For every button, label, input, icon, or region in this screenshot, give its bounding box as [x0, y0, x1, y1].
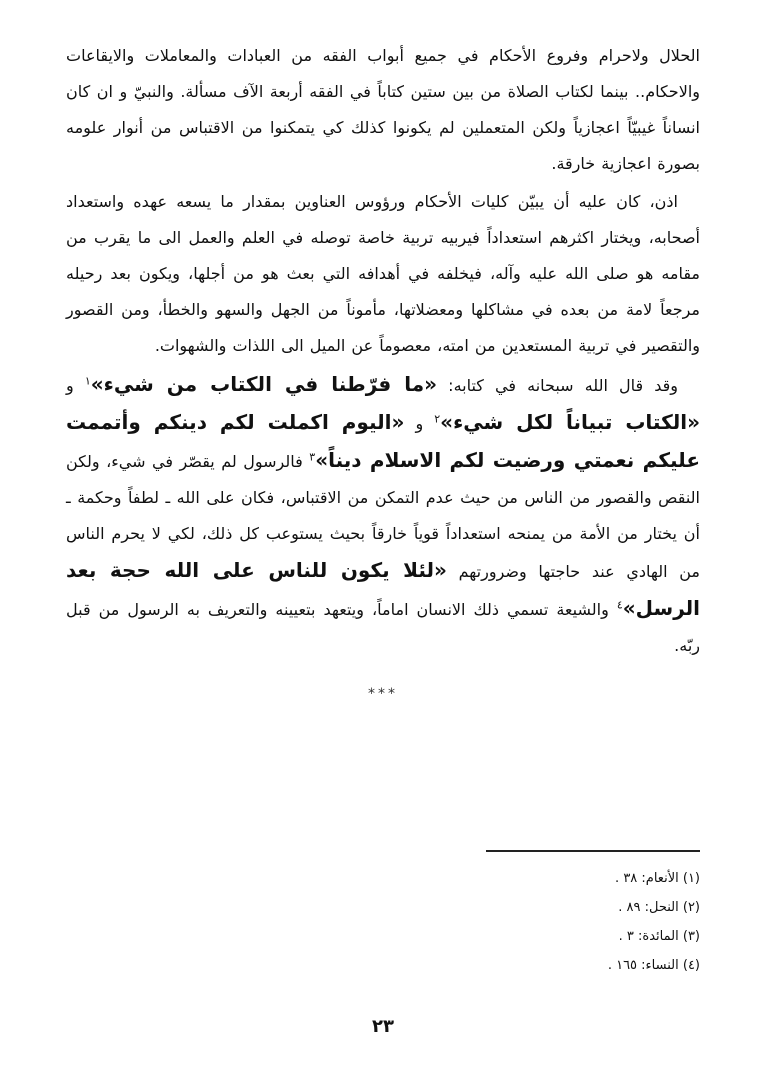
- footnote-ref: ٤: [616, 598, 623, 612]
- paragraph-3: [66, 366, 700, 664]
- quran-quote: «ما فرّطنا في الكتاب من شيء»: [90, 372, 438, 396]
- quran-quote: «لئلا يكون للناس على الله حجة بعد الرسل»: [66, 558, 700, 620]
- text-run: والشيعة تسمي ذلك الانسان اماماً، ويتعهد بتعيينه والتعريف به الرسول من قبل ربّه.: [66, 600, 700, 655]
- quran-quote: «الكتاب تبياناً لكل شيء»: [440, 410, 701, 434]
- text-run: وقد قال الله سبحانه في كتابه:: [437, 376, 679, 395]
- footnote: (٣) المائدة: ٣ .: [618, 929, 700, 944]
- footnote-divider: [486, 850, 700, 852]
- footnote-ref: ١: [84, 374, 91, 388]
- footnote-ref: ٢: [434, 412, 441, 426]
- section-separator: ***: [368, 686, 398, 702]
- footnote: (٤) النساء: ١٦٥ .: [607, 958, 700, 973]
- page-number: ٢٣: [372, 1016, 394, 1037]
- page-body: [66, 38, 701, 973]
- text-run: فالرسول لم يقصّر في شيء، ولكن النقص والقصور من الناس من حيث عدم التمكن من الاقتباس، فكان على الله ـ لطفاً وحكمة ـ أن يختار من الأمة من يمنحه استعداداً قوياً خارقاً بحيث يستوعب كل ذلك، لكي لا يحرم الناس من الهادي عند حاجتها وضرورتهم: [66, 452, 700, 581]
- footnote-ref: ٣: [309, 450, 316, 464]
- paragraph-2: اذن، كان عليه أن يبيّن كليات الأحكام ورؤوس العناوين بمقدار ما يسعه عهده واستعداد أصحابه، ويختار اكثرهم استعداداً فيربيه تربية خاصة توصله في العلم والعمل الى ما يقرب من مقامه هو صلى الله عليه وآله، فيخلفه في أهدافه التي بعث هو من أجلها، ويكون بعد رحيله مرجعاً لامة من بعده في مشاكلها ومعضلاتها، مأموناً من الجهل والسهو والخطأ، ومن القصور والتقصير في تربية المستعدين من امته، معصوماً عن الميل الى اللذات والشهوات.: [66, 192, 700, 355]
- footnote: (٢) النحل: ٨٩ .: [618, 900, 700, 915]
- footnotes-list: [608, 864, 700, 980]
- paragraph-1: الحلال ولاحرام وفروع الأحكام في جميع أبواب الفقه من العبادات والمعاملات والايقاعات والاحكام.. بينما لكتاب الصلاة من بين ستين كتاباً في الفقه أربعة الآف مسألة. والنبيّ و ان كان انساناً غيبيّاً اعجازياً ولكن المتعملين لم يكونوا كذلك كي يتمكنوا من الاقتباس من أنوار علومه بصورة اعجازية خارقة.: [66, 46, 700, 173]
- footnote: (١) الأنعام: ٣٨ .: [615, 871, 700, 886]
- text-run: و: [404, 414, 435, 433]
- text-run: و: [66, 376, 85, 395]
- quran-quote: «اليوم اكملت لكم دينكم وأتممت عليكم نعمتي ورضيت لكم الاسلام ديناً»: [66, 410, 700, 472]
